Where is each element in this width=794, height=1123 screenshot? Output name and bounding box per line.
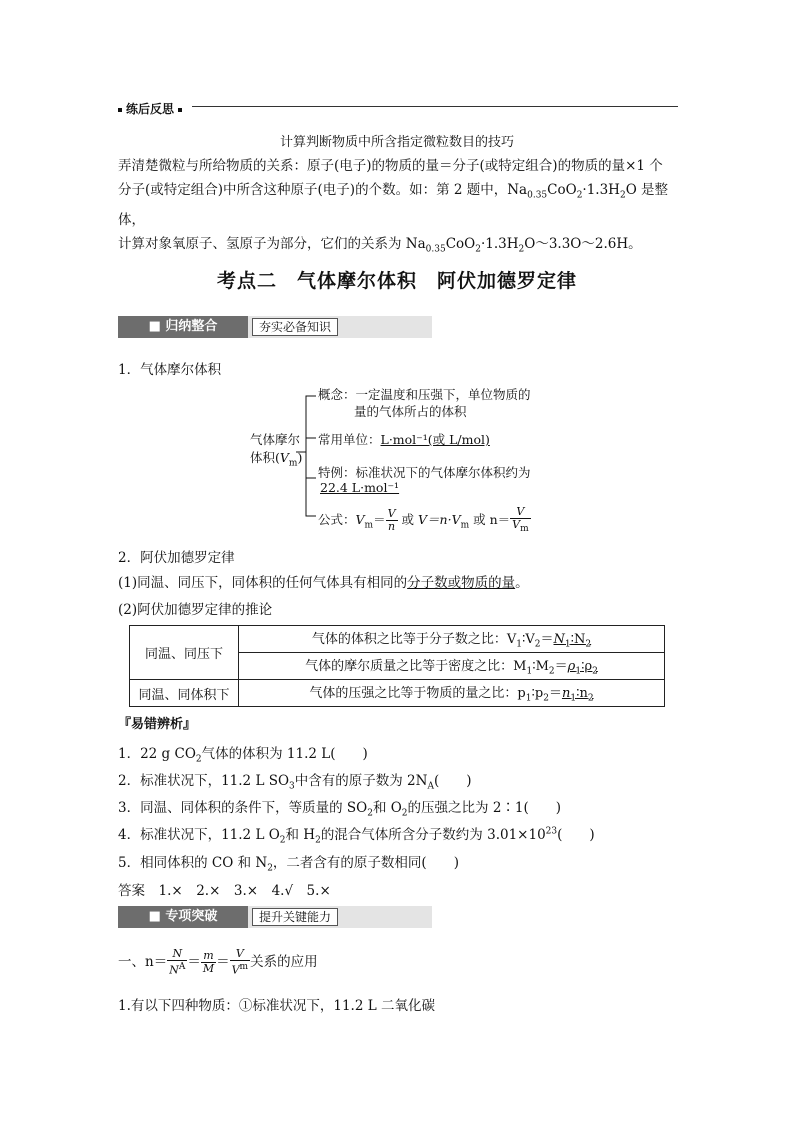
square-bullet-icon xyxy=(118,108,122,112)
banner-practice-label: ■ 专项突破 xyxy=(118,906,248,928)
errors-title: 『易错辨析』 xyxy=(118,717,197,732)
table-row xyxy=(130,680,665,707)
tip-line-3: 计算对象氧原子、氢原子为部分，它们的关系为 $Na_{0.35}CoO_2\cdot 1.3H_2O\sim 3.3O\sim 2.6H$。 xyxy=(118,235,642,255)
section-header-rule xyxy=(118,100,678,114)
law-1: (1)同温、同压下，同体积的任何气体具有相同的分子数或物质的量。 xyxy=(118,575,529,591)
item-molar-volume: 1．气体摩尔体积 xyxy=(118,362,222,378)
diagram-special: 特例：标准状况下的气体摩尔体积约为 xyxy=(318,465,531,480)
tip-line-1: 弄清楚微粒与所给物质的关系：原子(电子)的物质的量＝分子(或特定组合)的物质的量×1 个 xyxy=(118,158,663,174)
error-item-4: 4．标准状况下，11.2 L $O_2$和 $H_2$的混合气体所含分子数约为 $3.01\times 10^{23}$( ) xyxy=(118,826,595,846)
error-item-3: 3．同温、同体积的条件下，等质量的 $SO_2$和 $O_2$的压强之比为 2∶1( ) xyxy=(118,800,562,819)
diagram-concept-2: 量的气体所占的体积 xyxy=(354,404,467,419)
avogadro-table xyxy=(129,625,665,707)
table-cell: 气体的压强之比等于物质的量之比：$p_1∶p_2=n_1∶n_2$ xyxy=(239,680,665,707)
table-cell: 同温、同压下 xyxy=(130,626,239,680)
error-item-5: 5．相同体积的 CO 和 $N_2$，二者含有的原子数相同( ) xyxy=(118,855,459,874)
header-divider xyxy=(192,106,678,107)
diagram-concept-1: 概念：一定温度和压强下，单位物质的 xyxy=(318,387,531,402)
banner-practice xyxy=(118,906,432,928)
diagram-unit: 常用单位：L·mol⁻¹(或 L/mol) xyxy=(318,432,490,447)
error-item-2: 2．标准状况下，11.2 L $SO_3$中含有的原子数为 $2N_A$( ) xyxy=(118,773,472,792)
square-bullet-icon xyxy=(178,108,182,112)
law-2: (2)阿伏加德罗定律的推论 xyxy=(118,602,273,618)
question-1: 1.有以下四种物质：①标准状况下，11.2 L 二氧化碳 xyxy=(118,998,435,1014)
answer-line: 答案 1.× 2.× 3.× 4.√ 5.× xyxy=(118,883,331,899)
tip-paragraph xyxy=(118,154,678,261)
header-label: 练后反思 xyxy=(118,100,186,117)
table-cell: 气体的体积之比等于分子数之比：$V_1∶V_2=N_1∶N_2$ xyxy=(239,626,665,653)
tip-title: 计算判断物质中所含指定微粒数目的技巧 xyxy=(279,135,514,150)
diagram-formula: 公式：$V_m=$ $\frac{V}{n}$ 或 $V=n\cdot V_m$ 或 n＝ $\frac{V}{V_m}$ xyxy=(318,505,529,535)
banner-summary-sub: 夯实必备知识 xyxy=(252,318,338,336)
diagram-left-1: 气体摩尔 xyxy=(250,432,301,447)
subsection-title: 一、n＝ $\frac{N}{N^A}$ ＝ $\frac{m}{M}$ ＝ $\frac{V}{V^m}$ 关系的应用 xyxy=(118,947,318,977)
table-row xyxy=(130,626,665,653)
molar-volume-diagram xyxy=(244,382,564,542)
section-title: 考点二 气体摩尔体积 阿伏加德罗定律 xyxy=(216,270,577,292)
error-item-1: 1．22 g $CO_2$气体的体积为 11.2 L( ) xyxy=(118,746,368,765)
banner-practice-sub: 提升关键能力 xyxy=(252,908,338,926)
table-cell: 同温、同体积下 xyxy=(130,680,239,707)
item-avogadro: 2．阿伏加德罗定律 xyxy=(118,550,235,566)
table-cell: 气体的摩尔质量之比等于密度之比：$M_1∶M_2=\rho_1∶\rho_2$ xyxy=(239,653,665,680)
banner-summary-label: ■ 归纳整合 xyxy=(118,316,248,338)
diagram-special-value: 22.4 L·mol⁻¹ xyxy=(320,480,400,495)
tip-line-2: 分子(或特定组合)中所含这种原子(电子)的个数。如：第 2 题中，$Na_{0.35}CoO_2\cdot 1.3H_2O$ 是整体， xyxy=(118,182,669,228)
diagram-left-2: 体积$(V_m)$ xyxy=(250,450,303,469)
banner-summary xyxy=(118,316,432,338)
